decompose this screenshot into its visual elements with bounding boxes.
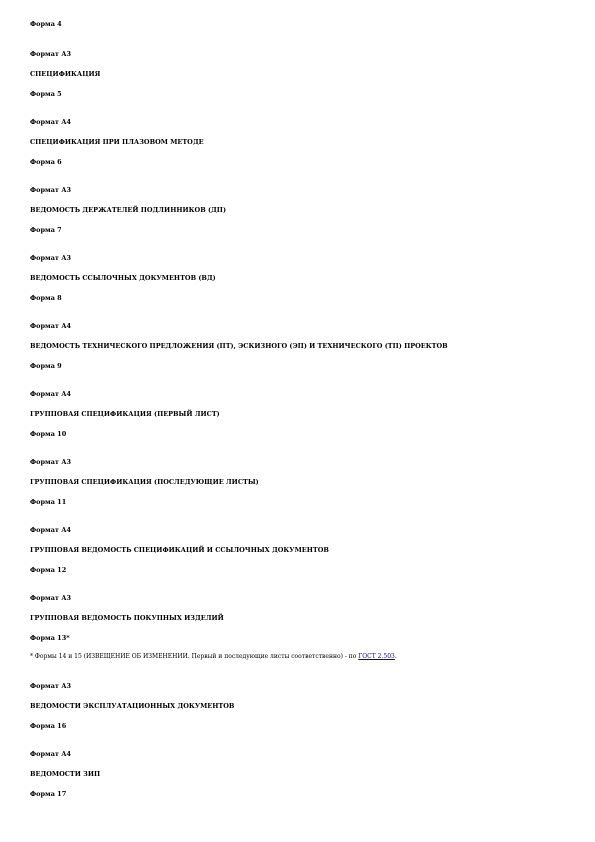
form-label: Форма 17 xyxy=(30,790,67,798)
footnote xyxy=(30,653,397,661)
section-title: ВЕДОМОСТИ ЗИП xyxy=(30,770,101,778)
section-title: ГРУППОВАЯ ВЕДОМОСТЬ СПЕЦИФИКАЦИЙ И ССЫЛОЧНЫХ ДОКУМЕНТОВ xyxy=(30,546,329,554)
form-label: Форма 16 xyxy=(30,722,67,730)
form-label: Форма 4 xyxy=(30,20,62,28)
section-title: СПЕЦИФИКАЦИЯ xyxy=(30,70,101,78)
form-label: Форма 7 xyxy=(30,226,62,234)
section-title: ВЕДОМОСТИ ЭКСПЛУАТАЦИОННЫХ ДОКУМЕНТОВ xyxy=(30,702,235,710)
format-label: Формат А4 xyxy=(30,322,72,330)
section-title: ВЕДОМОСТЬ ДЕРЖАТЕЛЕЙ ПОДЛИННИКОВ (ДП) xyxy=(30,206,227,214)
form-label: Форма 13* xyxy=(30,634,70,642)
format-label: Формат А4 xyxy=(30,750,72,758)
footnote-text: * Формы 14 и 15 (ИЗВЕЩЕНИЕ ОБ ИЗМЕНЕНИИ. Первый и последующие листы соответственно) - по xyxy=(30,653,359,660)
form-label: Форма 5 xyxy=(30,90,62,98)
gost-link[interactable]: ГОСТ 2.503 xyxy=(358,653,395,660)
form-label: Форма 12 xyxy=(30,566,67,574)
format-label: Формат А3 xyxy=(30,254,72,262)
form-label: Форма 10 xyxy=(30,430,67,438)
form-label: Форма 8 xyxy=(30,294,62,302)
section-title: ВЕДОМОСТЬ ТЕХНИЧЕСКОГО ПРЕДЛОЖЕНИЯ (ПТ), ЭСКИЗНОГО (ЭП) И ТЕХНИЧЕСКОГО (ТП) ПРОЕКТОВ xyxy=(30,342,448,350)
section-title: ГРУППОВАЯ СПЕЦИФИКАЦИЯ (ПЕРВЫЙ ЛИСТ) xyxy=(30,410,220,418)
section-title: СПЕЦИФИКАЦИЯ ПРИ ПЛАЗОВОМ МЕТОДЕ xyxy=(30,138,204,146)
section-title: ГРУППОВАЯ ВЕДОМОСТЬ ПОКУПНЫХ ИЗДЕЛИЙ xyxy=(30,614,224,622)
format-label: Формат А3 xyxy=(30,594,72,602)
form-label: Форма 11 xyxy=(30,498,67,506)
section-title: ГРУППОВАЯ СПЕЦИФИКАЦИЯ (ПОСЛЕДУЮЩИЕ ЛИСТЫ) xyxy=(30,478,259,486)
format-label: Формат А3 xyxy=(30,50,72,58)
form-label: Форма 9 xyxy=(30,362,62,370)
format-label: Формат А3 xyxy=(30,186,72,194)
form-label: Форма 6 xyxy=(30,158,62,166)
footnote-end: . xyxy=(394,653,397,660)
format-label: Формат А3 xyxy=(30,682,72,690)
format-label: Формат А3 xyxy=(30,458,72,466)
format-label: Формат А4 xyxy=(30,390,72,398)
section-title: ВЕДОМОСТЬ ССЫЛОЧНЫХ ДОКУМЕНТОВ (ВД) xyxy=(30,274,216,282)
format-label: Формат А4 xyxy=(30,118,72,126)
format-label: Формат А4 xyxy=(30,526,72,534)
